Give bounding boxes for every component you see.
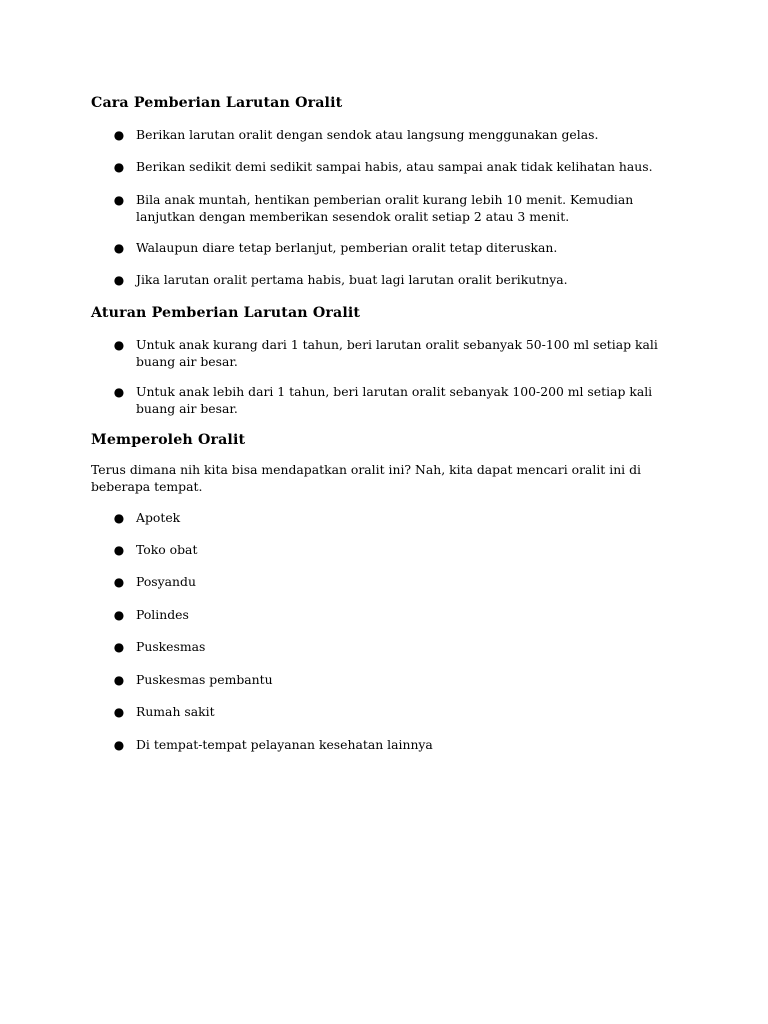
- list-item-text: Toko obat: [136, 542, 198, 557]
- bullet-icon: ●: [113, 273, 125, 287]
- list-item-text: Puskesmas: [136, 639, 206, 654]
- section-heading-memperoleh-oralit: Memperoleh Oralit: [91, 432, 246, 448]
- list-item-text: Berikan sedikit demi sedikit sampai habis, atau sampai anak tidak kelihatan haus.: [136, 159, 653, 174]
- bullet-icon: ●: [113, 128, 125, 142]
- bullet-icon: ●: [113, 511, 125, 525]
- bullet-icon: ●: [113, 738, 125, 752]
- bullet-icon: ●: [113, 705, 125, 719]
- bullet-icon: ●: [113, 673, 125, 687]
- section-heading-cara-pemberian: Cara Pemberian Larutan Oralit: [91, 95, 343, 111]
- bullet-icon: ●: [113, 543, 125, 557]
- list-item-text: Berikan larutan oralit dengan sendok atau langsung menggunakan gelas.: [136, 127, 599, 142]
- section-heading-aturan-pemberian: Aturan Pemberian Larutan Oralit: [91, 305, 361, 321]
- bullet-icon: ●: [113, 608, 125, 622]
- bullet-icon: ●: [113, 385, 125, 399]
- list-item-text: Polindes: [136, 607, 189, 622]
- list-item-text: Posyandu: [136, 574, 196, 589]
- list-item-text: Rumah sakit: [136, 704, 215, 719]
- bullet-icon: ●: [113, 640, 125, 654]
- list-item-text: Walaupun diare tetap berlanjut, pemberian oralit tetap diteruskan.: [136, 240, 558, 255]
- bullet-icon: ●: [113, 338, 125, 352]
- bullet-icon: ●: [113, 241, 125, 255]
- list-item-text: Puskesmas pembantu: [136, 672, 273, 687]
- bullet-icon: ●: [113, 160, 125, 174]
- list-item-text: Apotek: [136, 510, 181, 525]
- intro-paragraph: Terus dimana nih kita bisa mendapatkan oralit ini? Nah, kita dapat mencari oralit ini di beberapa tempat.: [91, 462, 641, 494]
- list-item-text: Di tempat-tempat pelayanan kesehatan lainnya: [136, 737, 433, 752]
- list-item-text: Jika larutan oralit pertama habis, buat lagi larutan oralit berikutnya.: [136, 272, 568, 287]
- list-item-text: Untuk anak kurang dari 1 tahun, beri larutan oralit sebanyak 50-100 ml setiap kali buang air besar.: [136, 337, 658, 369]
- bullet-icon: ●: [113, 575, 125, 589]
- list-item-text: Untuk anak lebih dari 1 tahun, beri larutan oralit sebanyak 100-200 ml setiap kali buang air besar.: [136, 384, 653, 416]
- list-item-text: Bila anak muntah, hentikan pemberian oralit kurang lebih 10 menit. Kemudian lanjutkan dengan memberikan sesendok oralit setiap 2 atau 3 menit.: [136, 192, 634, 224]
- bullet-icon: ●: [113, 193, 125, 207]
